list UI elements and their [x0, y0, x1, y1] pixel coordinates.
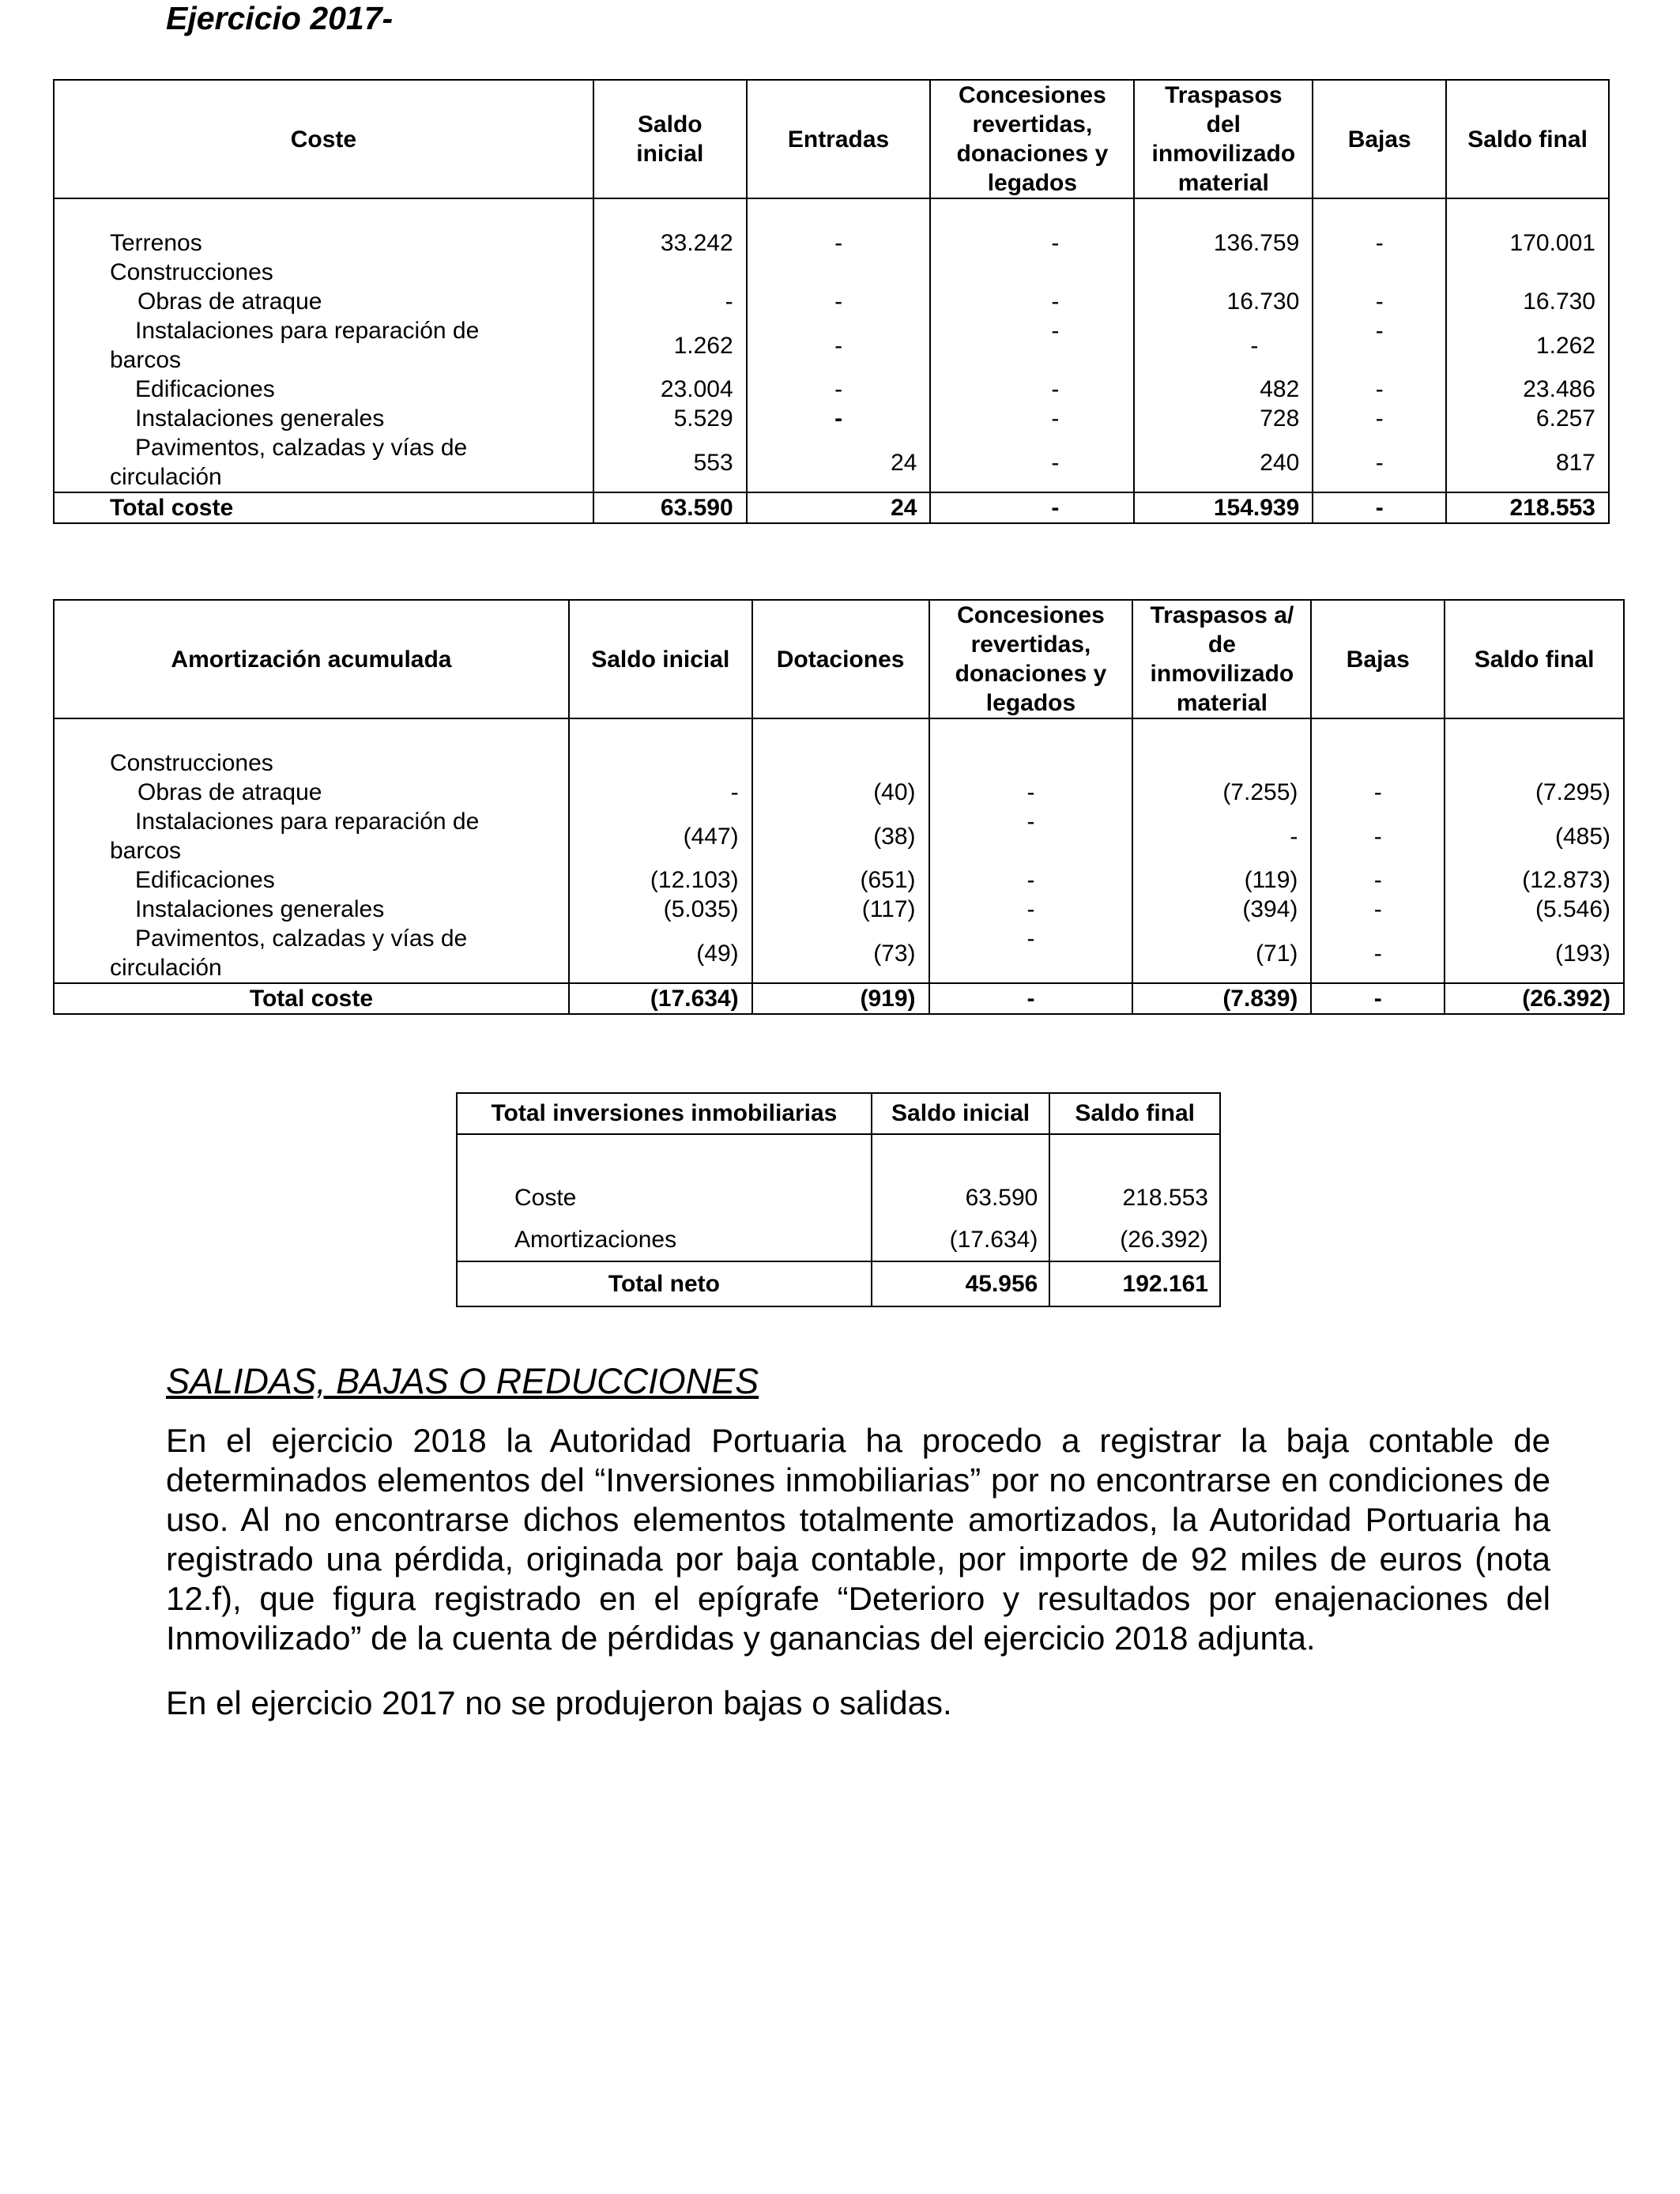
cell: (12.873) [1445, 865, 1624, 895]
row-label: Edificaciones [54, 375, 593, 404]
cell: (17.634) [569, 983, 752, 1014]
cell: - [1311, 865, 1445, 895]
cell: - [1313, 287, 1446, 316]
summary-table [456, 1092, 1221, 1307]
cell: 45.956 [872, 1261, 1050, 1306]
cell: 23.486 [1446, 375, 1609, 404]
cell: (26.392) [1049, 1219, 1220, 1261]
cell: 63.590 [593, 492, 747, 523]
col-header: Amortización acumulada [54, 600, 569, 718]
row-label: Pavimentos, calzadas y vías de [135, 925, 468, 952]
cell: 33.242 [593, 228, 747, 258]
cell: - [747, 404, 931, 433]
cell: (919) [752, 983, 929, 1014]
cell: (40) [752, 778, 929, 807]
table-row [54, 748, 1624, 778]
col-header: Total inversiones inmobiliarias [457, 1093, 872, 1134]
cell: (7.295) [1445, 778, 1624, 807]
cell: - [1311, 895, 1445, 924]
table-row [54, 316, 1609, 375]
coste-table [53, 79, 1610, 524]
cell: - [747, 316, 931, 375]
row-label: Instalaciones generales [54, 895, 569, 924]
cell: (394) [1132, 895, 1311, 924]
cell: - [929, 924, 1133, 983]
cell: - [1313, 492, 1446, 523]
col-header: Bajas [1313, 80, 1446, 198]
cell: 16.730 [1134, 287, 1313, 316]
cell: 482 [1134, 375, 1313, 404]
table-row [54, 895, 1624, 924]
cell: (485) [1445, 807, 1624, 865]
cell: 218.553 [1446, 492, 1609, 523]
cell: - [930, 492, 1134, 523]
cell: - [929, 895, 1133, 924]
section-heading: SALIDAS, BAJAS O REDUCCIONES [166, 1361, 759, 1401]
col-header: Saldo final [1446, 80, 1609, 198]
row-label: Pavimentos, calzadas y vías de [135, 435, 468, 461]
row-label: Edificaciones [54, 865, 569, 895]
col-header: Saldo final [1445, 600, 1624, 718]
row-label: Amortizaciones [457, 1219, 872, 1261]
cell: 170.001 [1446, 228, 1609, 258]
table-row [54, 924, 1624, 983]
cell: (17.634) [872, 1219, 1050, 1261]
row-label: Coste [457, 1177, 872, 1219]
cell: 63.590 [872, 1177, 1050, 1219]
table-row [457, 1219, 1220, 1261]
cell: - [930, 433, 1134, 492]
cell: - [1313, 375, 1446, 404]
cell: 23.004 [593, 375, 747, 404]
cell: - [1311, 983, 1445, 1014]
cell: - [930, 316, 1134, 375]
cell: (119) [1132, 865, 1311, 895]
row-label: Construcciones [54, 748, 569, 778]
cell: - [1311, 807, 1445, 865]
row-label: Instalaciones generales [54, 404, 593, 433]
col-header: Saldo final [1049, 1093, 1220, 1134]
col-header: Traspasos a/ de inmovilizado material [1132, 600, 1311, 718]
cell: (71) [1132, 924, 1311, 983]
cell: 817 [1446, 433, 1609, 492]
table-row [54, 287, 1609, 316]
cell: (5.546) [1445, 895, 1624, 924]
cell: (38) [752, 807, 929, 865]
cell: - [929, 983, 1133, 1014]
cell: 192.161 [1049, 1261, 1220, 1306]
cell: (5.035) [569, 895, 752, 924]
row-label: Obras de atraque [54, 778, 569, 807]
table-row [54, 404, 1609, 433]
cell: (651) [752, 865, 929, 895]
cell: - [747, 228, 931, 258]
cell: 218.553 [1049, 1177, 1220, 1219]
row-label: circulación [110, 955, 222, 981]
cell: 154.939 [1134, 492, 1313, 523]
cell: - [1134, 316, 1313, 375]
cell: 24 [747, 492, 931, 523]
cell: (7.839) [1132, 983, 1311, 1014]
col-header: Bajas [1311, 600, 1445, 718]
table-row [54, 228, 1609, 258]
cell: - [929, 778, 1133, 807]
col-header: Saldo inicial [872, 1093, 1050, 1134]
paragraph: En el ejercicio 2017 no se produjeron bajas o salidas. [166, 1684, 952, 1721]
total-row [54, 492, 1609, 523]
row-label: circulación [110, 464, 222, 490]
cell: 240 [1134, 433, 1313, 492]
col-header: Coste [54, 80, 593, 198]
cell: 6.257 [1446, 404, 1609, 433]
paragraph: En el ejercicio 2018 la Autoridad Portuaria ha procedo a registrar la baja contable de determinados elementos del “Inversiones inmobiliarias” por no encontrarse en condiciones de uso. Al no encontrarse dichos elementos totalmente amortizados, la Autoridad Portuaria ha registrado una pérdida, originada por baja contable, por importe de 92 miles de euros (nota 12.f), que figura registrado en el epígrafe “Deterioro y resultados por enajenaciones del Inmovilizado” de la cuenta de pérdidas y ganancias del ejercicio 2018 adjunta. [166, 1422, 1550, 1657]
cell: - [930, 287, 1134, 316]
cell: - [1132, 807, 1311, 865]
row-label: Instalaciones para reparación de [135, 809, 480, 835]
cell: - [1311, 924, 1445, 983]
row-label: Total coste [54, 983, 569, 1014]
total-row [54, 983, 1624, 1014]
cell: - [1313, 433, 1446, 492]
table-row [54, 375, 1609, 404]
page-title: Ejercicio 2017- [166, 0, 394, 36]
cell: - [747, 375, 931, 404]
cell: 1.262 [1446, 316, 1609, 375]
col-header: Saldo inicial [569, 600, 752, 718]
row-label: Construcciones [54, 258, 593, 287]
table-row [54, 807, 1624, 865]
amortizacion-table [53, 599, 1625, 1015]
row-label: Terrenos [54, 228, 593, 258]
cell: 16.730 [1446, 287, 1609, 316]
col-header: Concesiones revertidas, donaciones y legados [929, 600, 1133, 718]
cell: - [1313, 316, 1446, 375]
cell: (117) [752, 895, 929, 924]
cell: - [930, 228, 1134, 258]
cell: (447) [569, 807, 752, 865]
col-header: Traspasos del inmovilizado material [1134, 80, 1313, 198]
col-header: Dotaciones [752, 600, 929, 718]
cell: - [593, 287, 747, 316]
cell: 728 [1134, 404, 1313, 433]
cell: 24 [747, 433, 931, 492]
cell: - [929, 807, 1133, 865]
cell: (49) [569, 924, 752, 983]
table-row [54, 433, 1609, 492]
table-row [54, 865, 1624, 895]
cell: - [1313, 228, 1446, 258]
row-label: Total neto [457, 1261, 872, 1306]
col-header: Concesiones revertidas, donaciones y legados [930, 80, 1134, 198]
table-row [54, 778, 1624, 807]
cell: 1.262 [593, 316, 747, 375]
col-header: Saldo inicial [593, 80, 747, 198]
cell: (73) [752, 924, 929, 983]
cell: 136.759 [1134, 228, 1313, 258]
row-label: Obras de atraque [54, 287, 593, 316]
row-label: Instalaciones para reparación de [135, 318, 480, 344]
cell: (193) [1445, 924, 1624, 983]
cell: (12.103) [569, 865, 752, 895]
cell: - [747, 287, 931, 316]
cell: (7.255) [1132, 778, 1311, 807]
row-label: barcos [110, 838, 182, 864]
row-label: Total coste [54, 492, 593, 523]
cell: - [1313, 404, 1446, 433]
cell: 5.529 [593, 404, 747, 433]
cell: - [930, 404, 1134, 433]
cell: 553 [593, 433, 747, 492]
cell: - [930, 375, 1134, 404]
table-row [457, 1177, 1220, 1219]
cell: - [569, 778, 752, 807]
cell: - [929, 865, 1133, 895]
col-header: Entradas [747, 80, 931, 198]
table-row [54, 258, 1609, 287]
cell: - [1311, 778, 1445, 807]
total-row [457, 1261, 1220, 1306]
row-label: barcos [110, 347, 182, 373]
cell: (26.392) [1445, 983, 1624, 1014]
